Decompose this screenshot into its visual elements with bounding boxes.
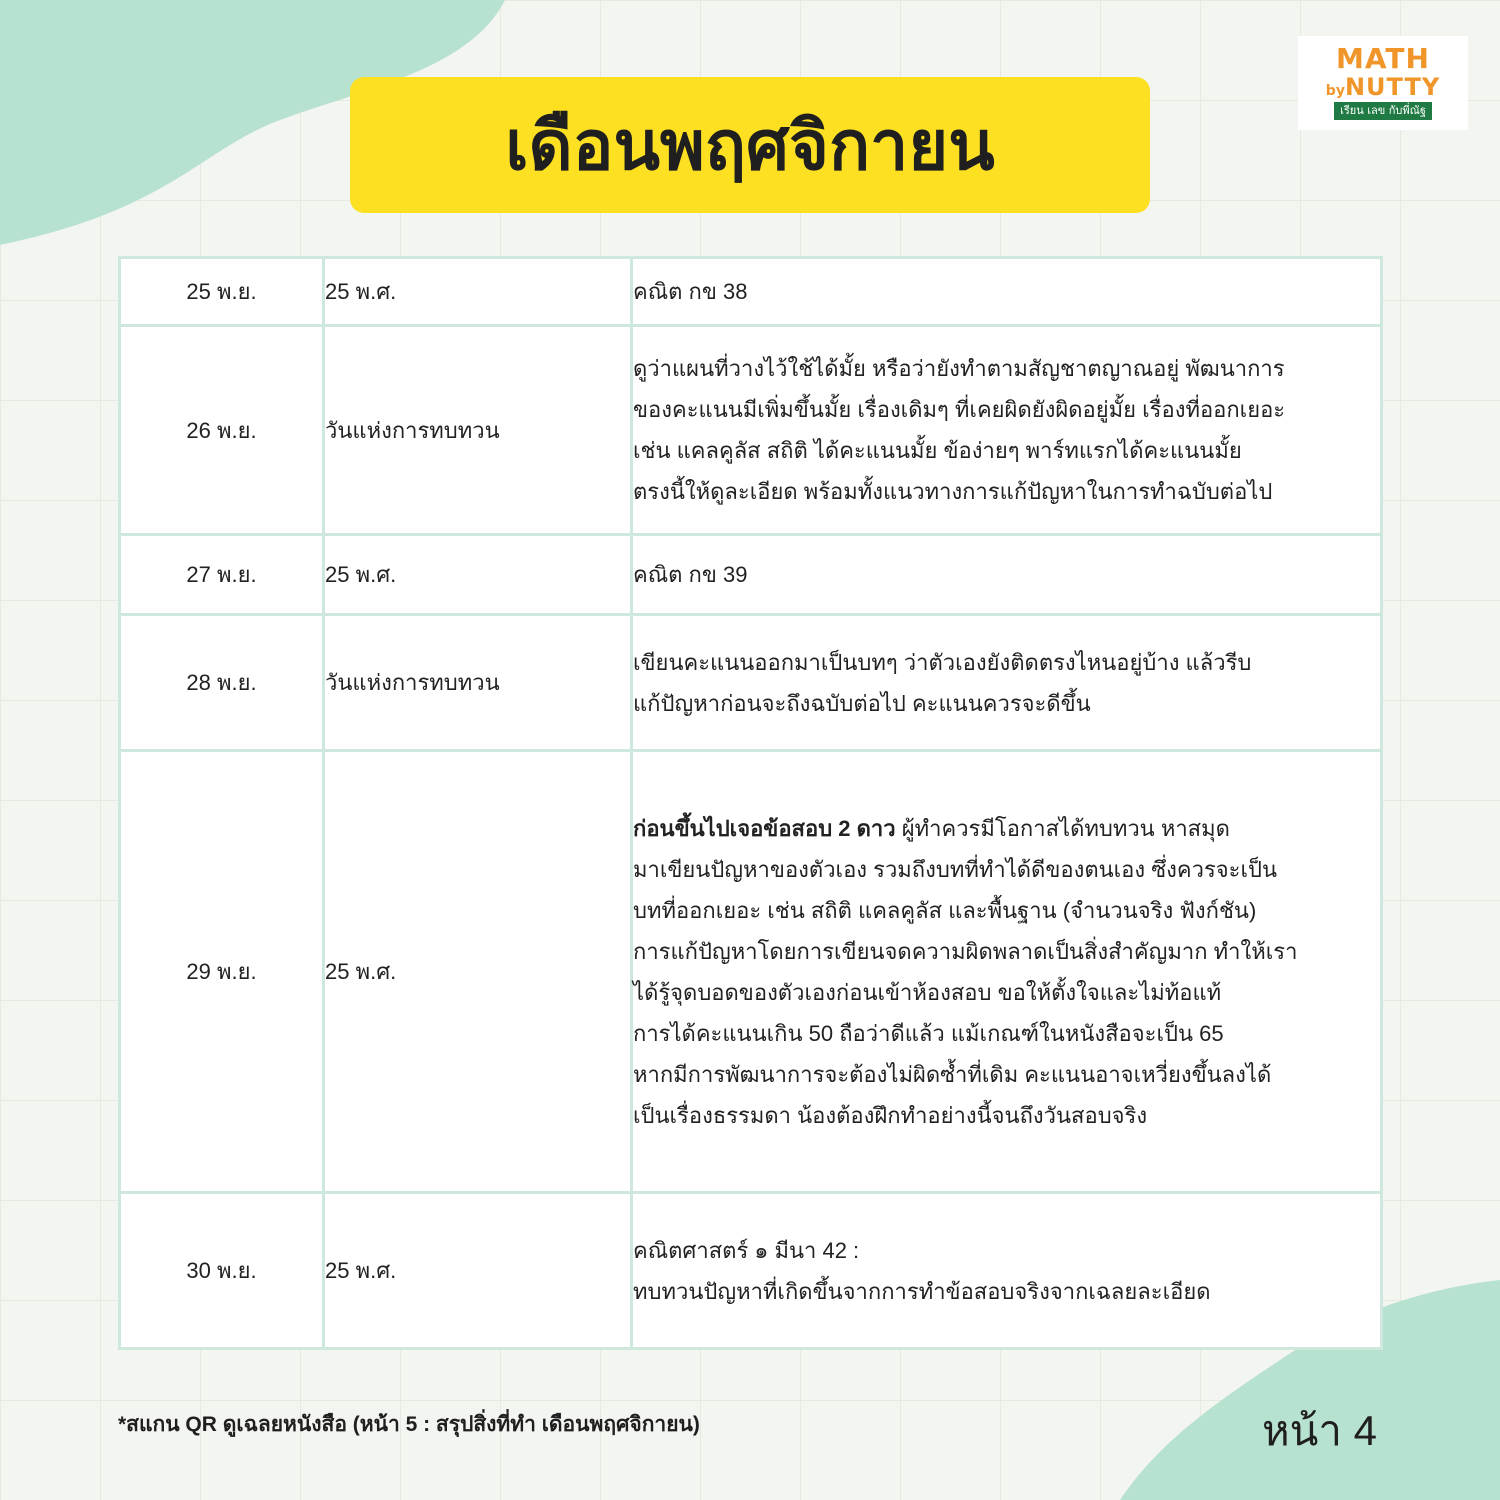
subject-cell: 25 พ.ศ. — [324, 258, 632, 326]
logo-by-text: by — [1325, 83, 1345, 99]
footnote: *สแกน QR ดูเฉลยหนังสือ (หน้า 5 : สรุปสิ่งที่ทำ เดือนพฤศจิกายน) — [118, 1413, 700, 1436]
subject-cell: วันแห่งการทบทวน — [324, 326, 632, 535]
description-line: มาเขียนปัญหาของตัวเอง รวมถึงบทที่ทำได้ดีของตนเอง ซึ่งควรจะเป็น — [633, 856, 1278, 882]
description-lead-continuation: ผู้ทำควรมีโอกาสได้ทบทวน หาสมุด — [895, 815, 1230, 841]
date-cell: 30 พ.ย. — [120, 1193, 324, 1349]
subject-cell: วันแห่งการทบทวน — [324, 615, 632, 751]
title-banner — [350, 77, 1150, 213]
brand-logo — [1298, 36, 1468, 130]
description-line: ตรงนี้ให้ดูละเอียด พร้อมทั้งแนวทางการแก้ปัญหาในการทำฉบับต่อไป — [633, 479, 1273, 504]
description-line: เป็นเรื่องธรรมดา น้องต้องฝึกทำอย่างนี้จนถึงวันสอบจริง — [633, 1102, 1148, 1128]
description-line: การได้คะแนนเกิน 50 ถือว่าดีแล้ว แม้เกณฑ์ในหนังสือจะเป็น 65 — [633, 1020, 1224, 1046]
date-cell: 27 พ.ย. — [120, 535, 324, 615]
description-line: ทบทวนปัญหาที่เกิดขึ้นจากการทำข้อสอบจริงจากเฉลยละเอียด — [633, 1278, 1211, 1304]
description-cell — [632, 615, 1382, 751]
description-line: คณิตศาสตร์ ๑ มีนา 42 : — [633, 1237, 860, 1263]
table-row — [120, 1193, 1382, 1349]
description-line: คณิต กข 38 — [633, 279, 748, 304]
table-row — [120, 258, 1382, 326]
date-cell: 25 พ.ย. — [120, 258, 324, 326]
description-line: เขียนคะแนนออกมาเป็นบทๆ ว่าตัวเองยังติดตรงไหนอยู่บ้าง แล้วรีบ — [633, 649, 1252, 675]
table-row — [120, 326, 1382, 535]
description-cell — [632, 1193, 1382, 1349]
logo-tagline: เรียน เลข กับพี่ณัฐ — [1334, 102, 1432, 120]
description-line: หากมีการพัฒนาการจะต้องไม่ผิดซ้ำที่เดิม คะแนนอาจเหวี่ยงขึ้นลงได้ — [633, 1061, 1272, 1087]
table-row — [120, 615, 1382, 751]
logo-math-text: MATH — [1336, 42, 1430, 75]
schedule-table — [118, 256, 1383, 1350]
description-line: การแก้ปัญหาโดยการเขียนจดความผิดพลาดเป็นสิ่งสำคัญมาก ทำให้เรา — [633, 938, 1298, 964]
page-title: เดือนพฤศจิกายน — [505, 107, 995, 186]
table-row — [120, 535, 1382, 615]
logo-nutty-text: NUTTY — [1344, 73, 1441, 101]
date-cell: 29 พ.ย. — [120, 751, 324, 1193]
description-line: คณิต กข 39 — [633, 562, 748, 587]
description-line: ได้รู้จุดบอดของตัวเองก่อนเข้าห้องสอบ ขอให้ตั้งใจและไม่ท้อแท้ — [633, 979, 1222, 1005]
description-cell — [632, 751, 1382, 1193]
date-cell: 28 พ.ย. — [120, 615, 324, 751]
description-cell — [632, 535, 1382, 615]
description-line: แก้ปัญหาก่อนจะถึงฉบับต่อไป คะแนนควรจะดีขึ้น — [633, 690, 1091, 716]
description-line: บทที่ออกเยอะ เช่น สถิติ แคลคูลัส และพื้นฐาน (จำนวนจริง ฟังก์ชัน) — [633, 897, 1257, 923]
description-cell — [632, 258, 1382, 326]
subject-cell: 25 พ.ศ. — [324, 751, 632, 1193]
table-row — [120, 751, 1382, 1193]
subject-cell: 25 พ.ศ. — [324, 535, 632, 615]
page-number: หน้า 4 — [1262, 1407, 1378, 1454]
description-line: เช่น แคลคูลัส สถิติ ได้คะแนนมั้ย ข้อง่ายๆ พาร์ทแรกได้คะแนนมั้ย — [633, 438, 1242, 463]
date-cell: 26 พ.ย. — [120, 326, 324, 535]
subject-cell: 25 พ.ศ. — [324, 1193, 632, 1349]
description-bold-lead: ก่อนขึ้นไปเจอข้อสอบ 2 ดาว — [633, 815, 896, 841]
description-line — [633, 808, 1380, 849]
description-line: ดูว่าแผนที่วางไว้ใช้ได้มั้ย หรือว่ายังทำตามสัญชาตญาณอยู่ พัฒนาการ — [633, 356, 1285, 381]
description-line: ของคะแนนมีเพิ่มขึ้นมั้ย เรื่องเดิมๆ ที่เคยผิดยังผิดอยู่มั้ย เรื่องที่ออกเยอะ — [633, 397, 1286, 422]
description-cell — [632, 326, 1382, 535]
